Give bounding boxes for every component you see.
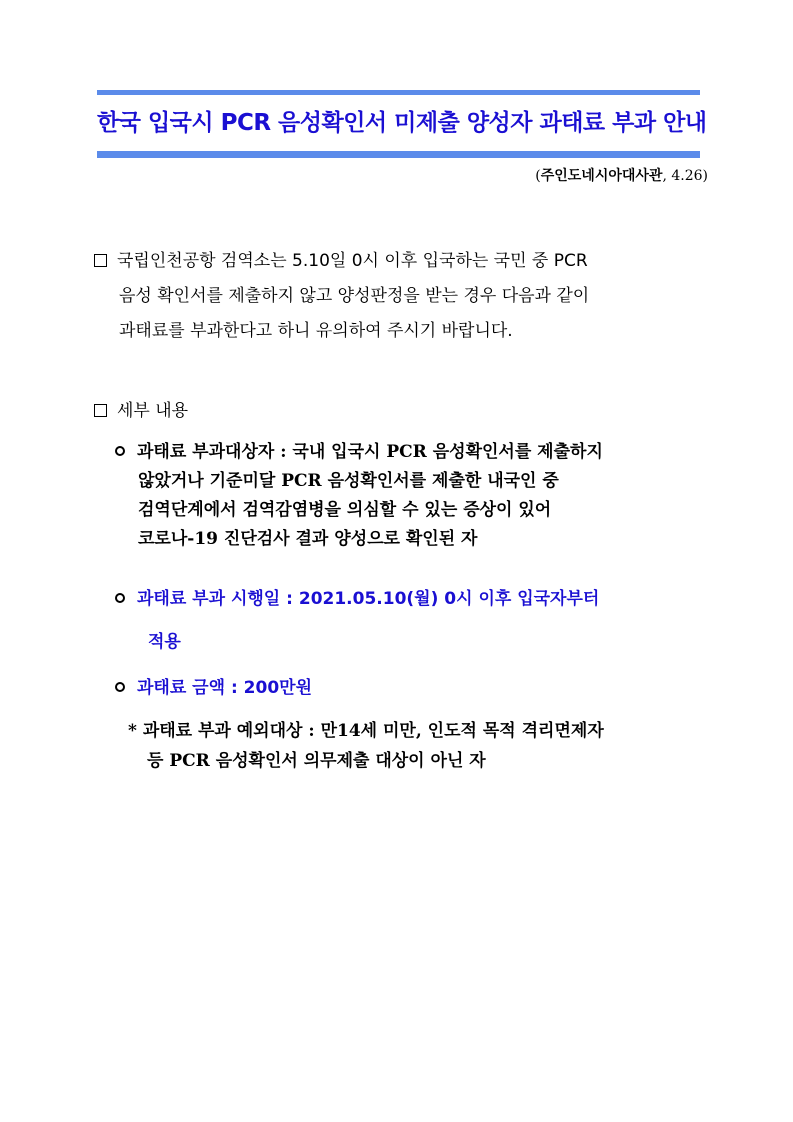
detail-item-amount	[115, 674, 312, 703]
intro-line-2	[94, 279, 589, 314]
intro-text-2: 음성 확인서를 제출하지 않고 양성판정을 받는 경우 다음과 같이	[119, 286, 590, 306]
intro-line-3	[94, 314, 589, 349]
detail-item-sep: :	[225, 678, 244, 698]
exception-note	[128, 716, 604, 776]
asterisk-marker: *	[128, 721, 137, 741]
intro-section	[94, 244, 589, 349]
detail-item-sep: :	[280, 589, 299, 609]
details-heading-row	[94, 394, 188, 429]
detail-item-target-line-1	[115, 438, 603, 467]
checkbox-square-icon	[94, 404, 107, 417]
checkbox-square-icon	[94, 254, 107, 267]
detail-item-text: 국내 입국시 PCR 음성확인서를 제출하지	[292, 442, 603, 462]
details-heading: 세부 내용	[117, 401, 189, 421]
detail-item-date-line-1	[115, 585, 599, 614]
detail-item-sep: :	[274, 442, 293, 462]
intro-text-3: 과태료를 부과한다고 하니 유의하여 주시기 바랍니다.	[119, 321, 513, 341]
exception-note-label: 과태료 부과 예외대상	[142, 721, 303, 741]
detail-item-target-line-4: 코로나-19 진단검사 결과 양성으로 확인된 자	[138, 529, 478, 549]
detail-item-label: 과태료 부과대상자	[137, 442, 275, 462]
title-top-rule	[97, 90, 700, 95]
detail-item-date-line-2: 적용	[148, 632, 181, 652]
circle-bullet-icon	[115, 593, 125, 603]
page-title: 한국 입국시 PCR 음성확인서 미제출 양성자 과태료 부과 안내	[97, 110, 707, 136]
exception-note-line-2: 등 PCR 음성확인서 의무제출 대상이 아닌 자	[147, 751, 486, 771]
detail-item-label: 과태료 금액	[137, 678, 226, 698]
source-name: 주인도네시아대사관	[540, 168, 663, 184]
detail-item-effective-date	[115, 585, 599, 657]
circle-bullet-icon	[115, 682, 125, 692]
intro-line-1	[94, 244, 589, 279]
detail-item-label: 과태료 부과 시행일	[137, 589, 281, 609]
source-prefix: (	[535, 168, 541, 184]
detail-item-text: 2021.05.10(월) 0시 이후 입국자부터	[298, 589, 600, 609]
intro-text-1: 국립인천공항 검역소는 5.10일 0시 이후 입국하는 국민 중 PCR	[117, 251, 588, 271]
title-bottom-rule	[97, 151, 700, 158]
detail-item-target-line-2: 않았거나 기준미달 PCR 음성확인서를 제출한 내국인 중	[138, 471, 559, 491]
source-suffix: )	[702, 168, 708, 184]
source-separator: ,	[662, 168, 672, 184]
source-line	[535, 165, 708, 185]
exception-note-line-1	[128, 716, 604, 746]
detail-item-text: 200만원	[243, 678, 313, 698]
circle-bullet-icon	[115, 446, 125, 456]
detail-item-target	[115, 438, 603, 554]
detail-item-target-line-3: 검역단계에서 검역감염병을 의심할 수 있는 증상이 있어	[138, 500, 552, 520]
exception-note-text: 만14세 미만, 인도적 목적 격리면제자	[320, 721, 604, 741]
exception-note-sep: :	[302, 721, 321, 741]
source-date: 4.26	[671, 168, 703, 184]
